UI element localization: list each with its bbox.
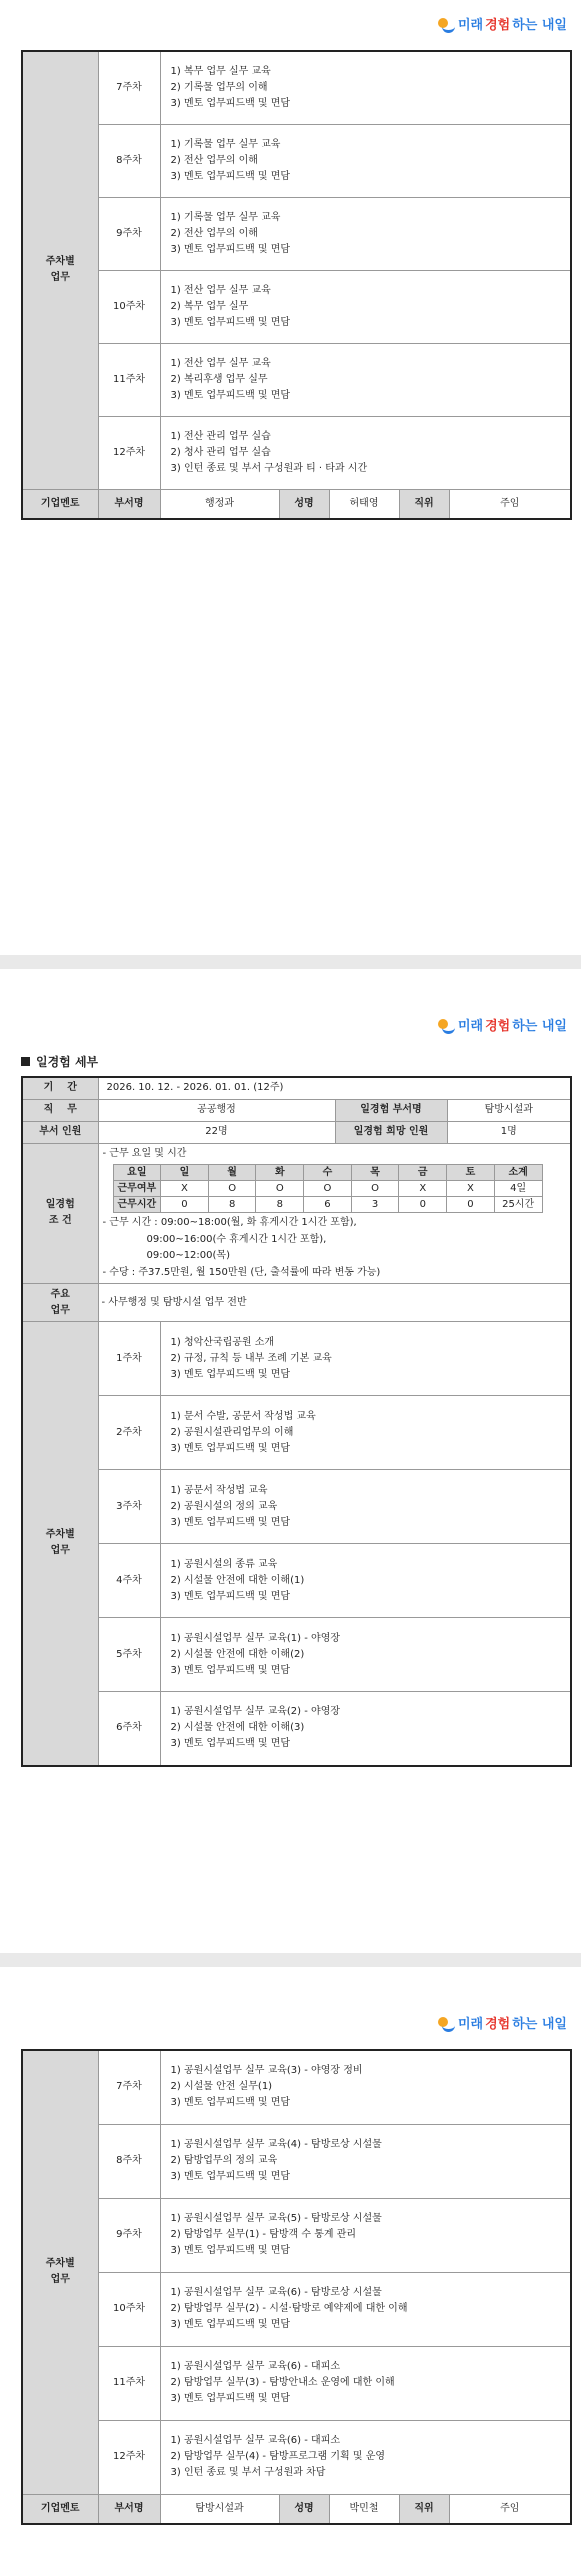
schedule-cell: 4일 bbox=[494, 1181, 542, 1197]
dept-label: 일경험 부서명 bbox=[335, 1099, 447, 1121]
page-divider bbox=[0, 1953, 581, 1967]
week-items bbox=[160, 124, 571, 197]
week-item: 1) 공원시설업무 실무 교육(3) - 야영장 정비 bbox=[170, 2065, 363, 2077]
week-item: 3) 멘토 업무피드백 및 면담 bbox=[170, 243, 291, 255]
schedule-cell: X bbox=[447, 1181, 495, 1197]
week-items bbox=[160, 1618, 571, 1692]
job-value: 공공행정 bbox=[98, 1099, 335, 1121]
week-item: 2) 시설물 안전 실무(1) bbox=[170, 2081, 273, 2093]
week-item: 3) 인턴 종료 및 부서 구성원과 차담 bbox=[170, 2467, 326, 2478]
week-items bbox=[160, 1692, 571, 1766]
mentor-position: 주임 bbox=[449, 2494, 571, 2524]
schedule-cell: 화 bbox=[256, 1165, 304, 1181]
week-items bbox=[160, 1322, 571, 1396]
week-item: 2) 탐방업무의 정의 교육 bbox=[170, 2155, 278, 2166]
week-label: 12주차 bbox=[98, 2420, 160, 2494]
week-item: 3) 멘토 업무피드백 및 면담 bbox=[170, 2393, 291, 2404]
week-item: 1) 공원시설업무 실무 교육(2) - 야영장 bbox=[170, 1706, 341, 1718]
brand-logo: 미래 경험 하는 내일 bbox=[436, 1015, 567, 1034]
mentor-dept: 행정과 bbox=[160, 489, 279, 519]
schedule-cell: 6 bbox=[304, 1197, 352, 1213]
week-item: 3) 멘토 업무피드백 및 면담 bbox=[170, 2245, 291, 2256]
mentor-name-label: 성명 bbox=[279, 2494, 329, 2524]
schedule-cell: 0 bbox=[161, 1197, 209, 1213]
schedule-cell: 8 bbox=[208, 1197, 256, 1213]
week-item: 3) 멘토 업무피드백 및 면담 bbox=[170, 1590, 291, 1602]
schedule-cell: X bbox=[399, 1181, 447, 1197]
main-task-value: - 사무행정 및 탐방시설 업무 전반 bbox=[98, 1284, 571, 1322]
week-item: 1) 공원시설업무 실무 교육(6) - 대피소 bbox=[170, 2361, 341, 2372]
mentor-row bbox=[22, 489, 571, 519]
weekly-tasks-label: 주차별 업무 bbox=[22, 2050, 98, 2494]
week-row bbox=[22, 2420, 571, 2494]
schedule-cell: 3 bbox=[351, 1197, 399, 1213]
week-row bbox=[22, 1322, 571, 1396]
week-item: 2) 시설물 안전에 대한 이해(3) bbox=[170, 1722, 305, 1734]
section-title: 일경험 세부 bbox=[21, 1053, 98, 1070]
week-item: 1) 공원시설업무 실무 교육(1) - 야영장 bbox=[170, 1632, 341, 1644]
schedule-table bbox=[113, 1164, 543, 1213]
mentor-position-label: 직위 bbox=[399, 2494, 449, 2524]
week-row bbox=[22, 51, 571, 124]
brand-logo: 미래 경험 하는 내일 bbox=[436, 2013, 567, 2032]
want-label: 일경험 희망 인원 bbox=[335, 1121, 447, 1143]
week-label: 8주차 bbox=[98, 124, 160, 197]
week-item: 2) 복무 업무 실무 bbox=[170, 300, 249, 312]
week-item: 3) 멘토 업무피드백 및 면담 bbox=[170, 2319, 291, 2330]
week-item: 1) 공원시설의 종류 교육 bbox=[170, 1558, 278, 1570]
schedule-cell: 월 bbox=[208, 1165, 256, 1181]
week-item: 1) 전산 업무 실무 교육 bbox=[170, 357, 271, 369]
week-items bbox=[160, 1544, 571, 1618]
schedule-cell: O bbox=[304, 1181, 352, 1197]
condition-line: - 근무 시간 : 09:00~18:00(월, 화 휴게시간 1시간 포함), bbox=[102, 1217, 357, 1228]
staff-label: 부서 인원 bbox=[22, 1121, 98, 1143]
period-value: 2026. 10. 12. - 2026. 01. 01. (12주) bbox=[98, 1077, 571, 1099]
week-row bbox=[22, 2050, 571, 2124]
mentor-name-label: 성명 bbox=[279, 489, 329, 519]
week-item: 2) 전산 업무의 이해 bbox=[170, 154, 258, 166]
week-item: 1) 전산 관리 업무 실습 bbox=[170, 430, 271, 442]
week-item: 1) 공문서 작성법 교육 bbox=[170, 1484, 268, 1496]
page-divider bbox=[0, 955, 581, 969]
schedule-cell: 목 bbox=[351, 1165, 399, 1181]
week-item: 2) 공원시설의 정의 교육 bbox=[170, 1500, 278, 1512]
week-item: 3) 멘토 업무피드백 및 면담 bbox=[170, 2097, 291, 2109]
week-label: 9주차 bbox=[98, 2198, 160, 2272]
week-label: 10주차 bbox=[98, 270, 160, 343]
week-items bbox=[160, 2346, 571, 2420]
mentor-name: 박민철 bbox=[329, 2494, 399, 2524]
week-item: 2) 복리후생 업무 실무 bbox=[170, 373, 268, 385]
week-label: 9주차 bbox=[98, 197, 160, 270]
page-1 bbox=[0, 0, 581, 955]
week-item: 2) 시설물 안전에 대한 이해(2) bbox=[170, 1648, 305, 1660]
mentor-dept-label: 부서명 bbox=[98, 2494, 160, 2524]
week-label: 4주차 bbox=[98, 1544, 160, 1618]
week-item: 3) 멘토 업무피드백 및 면담 bbox=[170, 1516, 291, 1528]
mentor-dept-label: 부서명 bbox=[98, 489, 160, 519]
week-item: 1) 청악산국립공원 소개 bbox=[170, 1336, 275, 1348]
week-item: 1) 전산 업무 실무 교육 bbox=[170, 284, 271, 296]
staff-value: 22명 bbox=[98, 1121, 335, 1143]
schedule-cell: O bbox=[351, 1181, 399, 1197]
weekly-tasks-label: 주차별 업무 bbox=[22, 1322, 98, 1766]
schedule-cell: 금 bbox=[399, 1165, 447, 1181]
week-items bbox=[160, 1470, 571, 1544]
brand-logo-icon bbox=[436, 2015, 456, 2031]
week-item: 1) 공원시설업무 실무 교육(4) - 탐방로상 시설물 bbox=[170, 2139, 382, 2150]
schedule-cell: 수 bbox=[304, 1165, 352, 1181]
week-item: 1) 기록물 업무 실무 교육 bbox=[170, 138, 281, 150]
week-items bbox=[160, 1396, 571, 1470]
week-items bbox=[160, 2198, 571, 2272]
main-task-label: 주요 업무 bbox=[22, 1284, 98, 1322]
bullet-square-icon bbox=[21, 1057, 30, 1066]
week-row bbox=[22, 416, 571, 489]
want-value: 1명 bbox=[447, 1121, 571, 1143]
page-3 bbox=[0, 1967, 581, 2549]
week-items bbox=[160, 2050, 571, 2124]
mentor-position-label: 직위 bbox=[399, 489, 449, 519]
week-items bbox=[160, 270, 571, 343]
condition-label: 일경험 조 건 bbox=[22, 1143, 98, 1284]
week-row bbox=[22, 1470, 571, 1544]
week-label: 11주차 bbox=[98, 2346, 160, 2420]
week-item: 2) 시설물 안전에 대한 이해(1) bbox=[170, 1574, 305, 1586]
schedule-row bbox=[113, 1165, 542, 1181]
week-row bbox=[22, 2124, 571, 2198]
week-item: 3) 멘토 업무피드백 및 면담 bbox=[170, 170, 291, 182]
week-item: 2) 탐방업무 실무(4) - 탐방프로그램 기획 및 운영 bbox=[170, 2451, 386, 2462]
week-item: 2) 탐방업무 실무(1) - 탐방객 수 통계 관리 bbox=[170, 2229, 357, 2240]
week-item: 1) 복무 업무 실무 교육 bbox=[170, 65, 271, 77]
week-row bbox=[22, 270, 571, 343]
week-row bbox=[22, 2346, 571, 2420]
week-label: 11주차 bbox=[98, 343, 160, 416]
schedule-cell: 근무시간 bbox=[113, 1197, 161, 1213]
week-items bbox=[160, 416, 571, 489]
week-item: 1) 문서 수발, 공문서 작성법 교육 bbox=[170, 1410, 316, 1422]
week-row bbox=[22, 2198, 571, 2272]
mentor-label: 기업멘토 bbox=[22, 489, 98, 519]
schedule-cell: 근무여부 bbox=[113, 1181, 161, 1197]
work-experience-detail-table bbox=[21, 1076, 572, 1767]
week-item: 2) 탐방업무 실무(3) - 탐방안내소 운영에 대한 이해 bbox=[170, 2377, 395, 2388]
week-label: 5주차 bbox=[98, 1618, 160, 1692]
mentor-row bbox=[22, 2494, 571, 2524]
schedule-cell: 요일 bbox=[113, 1165, 161, 1181]
week-item: 1) 공원시설업무 실무 교육(5) - 탐방로상 시설물 bbox=[170, 2213, 382, 2224]
schedule-cell: 25시간 bbox=[494, 1197, 542, 1213]
week-item: 2) 탐방업무 실무(2) - 시설·탐방로 예약제에 대한 이해 bbox=[170, 2303, 408, 2314]
week-items bbox=[160, 2420, 571, 2494]
week-items bbox=[160, 343, 571, 416]
schedule-cell: 0 bbox=[447, 1197, 495, 1213]
week-item: 1) 기록물 업무 실무 교육 bbox=[170, 211, 281, 223]
period-label: 기 간 bbox=[22, 1077, 98, 1099]
week-item: 3) 멘토 업무피드백 및 면담 bbox=[170, 1368, 291, 1380]
schedule-cell: O bbox=[208, 1181, 256, 1197]
week-item: 3) 멘토 업무피드백 및 면담 bbox=[170, 1738, 291, 1750]
week-row bbox=[22, 1396, 571, 1470]
condition-intro: - 근무 요일 및 시간 bbox=[102, 1147, 187, 1159]
week-item: 2) 기록물 업무의 이해 bbox=[170, 81, 268, 93]
schedule-cell: 0 bbox=[399, 1197, 447, 1213]
week-item: 2) 청사 관리 업무 실습 bbox=[170, 446, 271, 458]
week-item: 3) 멘토 업무피드백 및 면담 bbox=[170, 97, 291, 109]
dept-value: 탐방시설과 bbox=[447, 1099, 571, 1121]
weekly-tasks-label: 주차별 업무 bbox=[22, 51, 98, 489]
week-label: 6주차 bbox=[98, 1692, 160, 1766]
week-item: 3) 멘토 업무피드백 및 면담 bbox=[170, 1442, 291, 1454]
week-label: 1주차 bbox=[98, 1322, 160, 1396]
week-item: 1) 공원시설업무 실무 교육(6) - 대피소 bbox=[170, 2435, 341, 2446]
brand-logo: 미래 경험 하는 내일 bbox=[436, 14, 567, 33]
condition-content bbox=[98, 1143, 571, 1284]
schedule-cell: X bbox=[161, 1181, 209, 1197]
week-item: 3) 멘토 업무피드백 및 면담 bbox=[170, 2171, 291, 2182]
week-label: 2주차 bbox=[98, 1396, 160, 1470]
week-label: 3주차 bbox=[98, 1470, 160, 1544]
week-items bbox=[160, 2272, 571, 2346]
schedule-cell: 일 bbox=[161, 1165, 209, 1181]
week-row bbox=[22, 197, 571, 270]
weekly-tasks-table-3 bbox=[21, 2049, 572, 2525]
week-item: 2) 전산 업무의 이해 bbox=[170, 227, 258, 239]
week-item: 2) 규정, 규칙 등 내부 조례 기본 교육 bbox=[170, 1352, 332, 1364]
brand-logo-icon bbox=[436, 1017, 456, 1033]
mentor-position: 주임 bbox=[449, 489, 571, 519]
week-row bbox=[22, 124, 571, 197]
week-label: 8주차 bbox=[98, 2124, 160, 2198]
condition-line: - 수당 : 주37.5만원, 월 150만원 (단, 출석률에 따라 변동 가능) bbox=[102, 1266, 381, 1278]
condition-line: 09:00~16:00(수 휴게시간 1시간 포함), bbox=[146, 1233, 327, 1245]
page-2 bbox=[0, 969, 581, 1969]
week-item: 1) 공원시설업무 실무 교육(6) - 탐방로상 시설물 bbox=[170, 2287, 382, 2298]
week-item: 3) 멘토 업무피드백 및 면담 bbox=[170, 1664, 291, 1676]
brand-logo-icon bbox=[436, 16, 456, 32]
mentor-label: 기업멘토 bbox=[22, 2494, 98, 2524]
week-row bbox=[22, 2272, 571, 2346]
week-row bbox=[22, 1544, 571, 1618]
week-label: 10주차 bbox=[98, 2272, 160, 2346]
schedule-row bbox=[113, 1181, 542, 1197]
week-row bbox=[22, 1692, 571, 1766]
week-items bbox=[160, 197, 571, 270]
week-item: 3) 멘토 업무피드백 및 면담 bbox=[170, 316, 291, 328]
week-row bbox=[22, 343, 571, 416]
week-label: 12주차 bbox=[98, 416, 160, 489]
schedule-cell: 소계 bbox=[494, 1165, 542, 1181]
week-row bbox=[22, 1618, 571, 1692]
condition-line: 09:00~12:00(목) bbox=[146, 1250, 230, 1261]
week-items bbox=[160, 51, 571, 124]
week-item: 2) 공원시설관리업무의 이해 bbox=[170, 1426, 294, 1438]
week-items bbox=[160, 2124, 571, 2198]
week-label: 7주차 bbox=[98, 2050, 160, 2124]
schedule-row bbox=[113, 1197, 542, 1213]
job-label: 직 무 bbox=[22, 1099, 98, 1121]
schedule-cell: O bbox=[256, 1181, 304, 1197]
weekly-tasks-table-1 bbox=[21, 50, 572, 520]
schedule-cell: 8 bbox=[256, 1197, 304, 1213]
schedule-cell: 토 bbox=[447, 1165, 495, 1181]
week-item: 3) 인턴 종료 및 부서 구성원과 티 · 타과 시간 bbox=[170, 462, 368, 474]
mentor-dept: 탐방시설과 bbox=[160, 2494, 279, 2524]
week-label: 7주차 bbox=[98, 51, 160, 124]
mentor-name: 허태영 bbox=[329, 489, 399, 519]
week-item: 3) 멘토 업무피드백 및 면담 bbox=[170, 389, 291, 401]
